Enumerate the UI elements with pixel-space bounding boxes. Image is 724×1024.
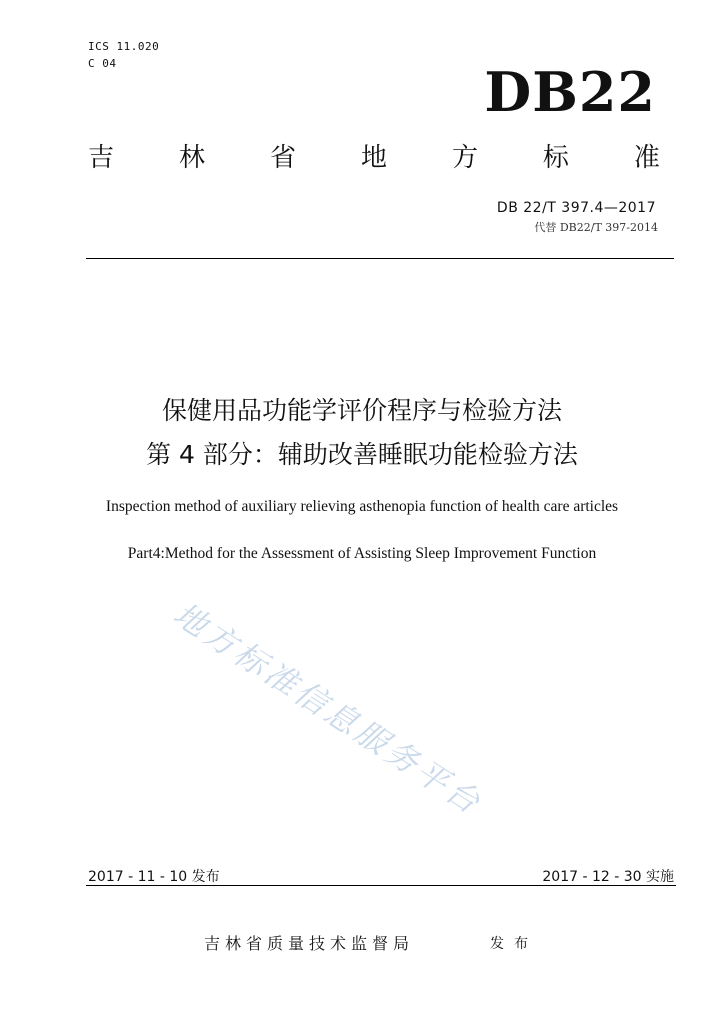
title-part-prefix: 第: [146, 440, 172, 469]
standard-type-char: 标: [542, 143, 569, 173]
english-title-line1: Inspection method of auxiliary relieving asthenopia function of health care articles: [105, 498, 619, 515]
classification-codes: [88, 38, 159, 72]
ics-code: ICS 11.020: [88, 40, 160, 53]
ccs-code: C 04: [88, 57, 117, 70]
title-part-suffix: 部分：辅助改善睡眠功能检验方法: [202, 440, 578, 469]
issuing-authority: 吉林省质量技术监督局: [204, 934, 415, 953]
footer-divider: [86, 885, 676, 886]
publish-label: 发布: [490, 936, 538, 952]
title-part-number: 4: [179, 440, 195, 469]
standard-type-char: 省: [269, 143, 296, 173]
header-divider: [86, 258, 674, 259]
standard-type-char: 方: [451, 143, 478, 173]
standard-type-char: 林: [178, 143, 205, 173]
standard-type-char: 地: [360, 143, 387, 173]
standard-type-title: [88, 140, 660, 176]
replaces-note: 代替 DB22/T 397-2014: [534, 221, 658, 234]
watermark: 地方标准信息服务平台: [166, 594, 490, 823]
issue-date: 2017 - 11 - 10 发布: [88, 869, 220, 885]
chinese-title-line1: 保健用品功能学评价程序与检验方法: [161, 396, 562, 425]
standard-number: DB 22/T 397.4—2017: [496, 200, 656, 216]
standard-logo: DB22: [484, 60, 656, 124]
standard-type-char: 吉: [88, 143, 115, 173]
english-title-line2: Part4:Method for the Assessment of Assisting Sleep Improvement Function: [127, 545, 597, 562]
standard-type-char: 准: [633, 143, 660, 173]
effective-date: 2017 - 12 - 30 实施: [542, 869, 674, 885]
chinese-title-line2: [0, 437, 724, 472]
